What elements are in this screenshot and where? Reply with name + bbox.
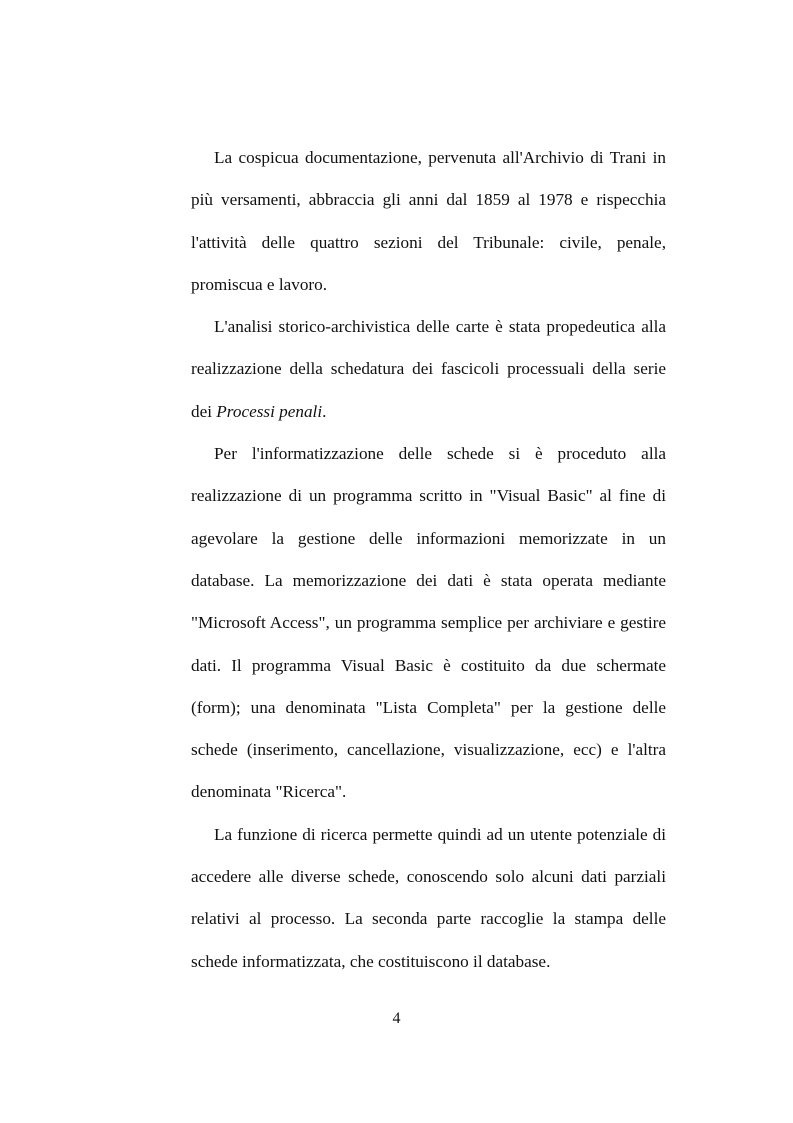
body-text (191, 137, 666, 983)
paragraph-3 (191, 433, 666, 814)
series-title-italic: Processi penali (216, 401, 323, 421)
paragraph-2-end: . (322, 401, 327, 421)
paragraph-2-text: L'analisi storico-archivistica delle carte è stata propedeutica alla realizzazione della schedatura dei fascicoli processuali della serie dei (191, 317, 666, 421)
paragraph-2 (191, 306, 666, 433)
paragraph-1-text: La cospicua documentazione, pervenuta all'Archivio di Trani in più versamenti, abbraccia gli anni dal 1859 al 1978 e rispecchia l'attività delle quattro sezioni del Tribunale: civile, penale, promiscua e lavoro. (191, 148, 666, 294)
paragraph-1 (191, 137, 666, 306)
paragraph-3-text: Per l'informatizzazione delle schede si è proceduto alla realizzazione di un programma scritto in "Visual Basic" al fine di agevolare la gestione delle informazioni memorizzate in un database. La memorizzazione dei dati è stata operata mediante "Microsoft Access", un programma semplice per archiviare e gestire dati. Il programma Visual Basic è costituito da due schermate (form); una denominata "Lista Completa" per la gestione delle schede (inserimento, cancellazione, visualizzazione, ecc) e l'altra denominata "Ricerca". (191, 444, 666, 802)
paragraph-4-text: La funzione di ricerca permette quindi ad un utente potenziale di accedere alle diverse schede, conoscendo solo alcuni dati parziali relativi al processo. La seconda parte raccoglie la stampa delle schede informatizzata, che costituiscono il database. (191, 824, 666, 971)
page-number: 4 (392, 1010, 401, 1027)
paragraph-4 (191, 814, 666, 983)
